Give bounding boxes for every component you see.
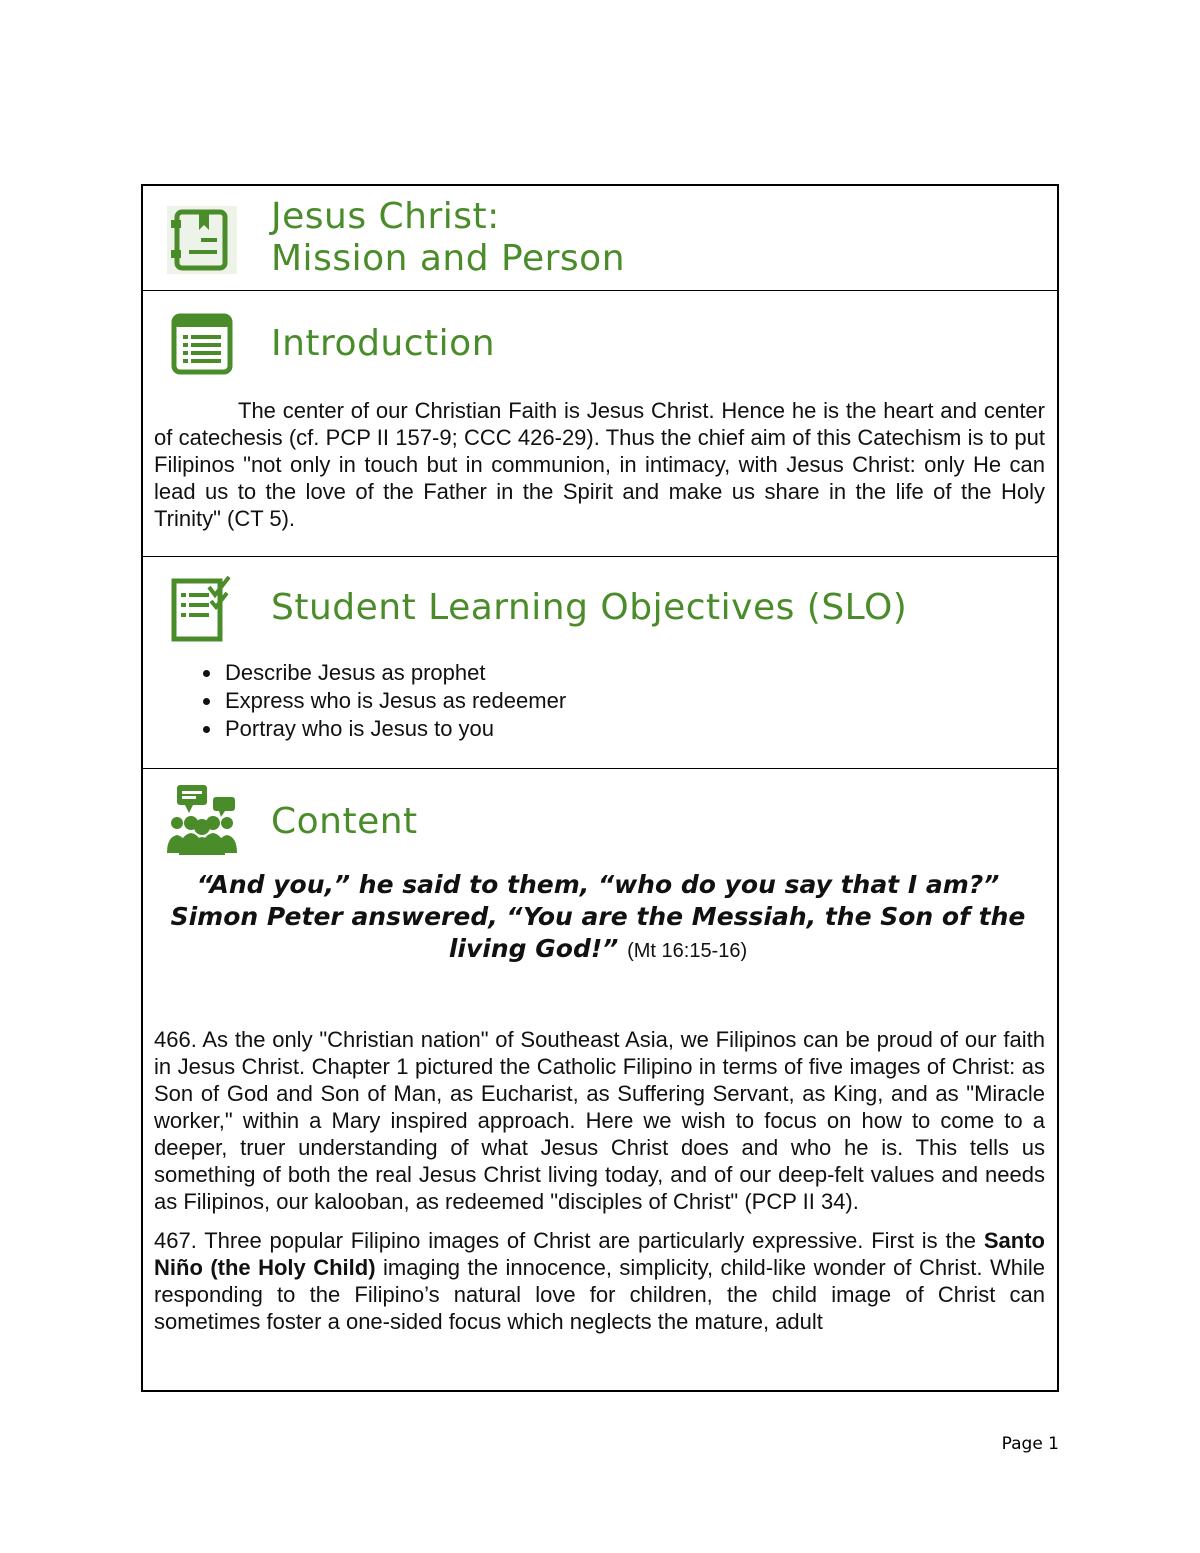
- quote-text: “And you,” he said to them, “who do you say that I am?” Simon Peter answered, “You are the Messiah, the Son of the living God!”: [170, 870, 1026, 963]
- checklist-icon: [171, 575, 233, 643]
- content-section: [143, 769, 1057, 1390]
- content-heading: Content: [271, 801, 418, 842]
- paragraph-466: 466. As the only "Christian nation" of Southeast Asia, we Filipinos can be proud of our faith in Jesus Christ. Chapter 1 pictured the Catholic Filipino in terms of five images of Christ: as Son of God and Son of Man, as Eucharist, as Suffering Servant, as King, and as "Miracle worker," within a Mary inspired approach. Here we wish to focus on how to come to a deeper, truer understanding of what Jesus Christ does and who he is. This tells us something of both the real Jesus Christ living today, and of our deep-felt values and needs as Filipinos, our kalooban, as redeemed "disciples of Christ" (PCP II 34).: [154, 1027, 1045, 1214]
- title-line-2: Mission and Person: [271, 238, 626, 279]
- paragraph-467-start: 467. Three popular Filipino images of Christ are particularly expressive. First is the: [154, 1228, 977, 1253]
- paragraph-467: [154, 1227, 1045, 1335]
- introduction-heading: Introduction: [271, 323, 496, 364]
- paragraph-467-bold: Santo Niño (the Holy Child): [154, 1228, 1045, 1280]
- page-number: Page 1: [1001, 1434, 1059, 1454]
- scripture-quote: [157, 869, 1039, 967]
- quote-reference: (Mt 16:15-16): [627, 940, 748, 962]
- slo-item: • Describe Jesus as prophet: [223, 659, 566, 687]
- title-line-1: Jesus Christ:: [271, 196, 500, 237]
- list-document-icon: [171, 313, 233, 375]
- discussion-group-icon: [165, 783, 239, 857]
- document-frame: [141, 184, 1059, 1392]
- slo-item: • Express who is Jesus as redeemer: [223, 687, 566, 715]
- paragraph-467-rest: imaging the innocence, simplicity, child-like wonder of Christ. While responding to the Filipino’s natural love for children, the child image of Christ can sometimes foster a one-sided focus which neglects the mature, adult: [154, 1255, 1045, 1334]
- content-body: [154, 1026, 1045, 1347]
- bible-icon: [167, 206, 237, 274]
- slo-item: • Portray who is Jesus to you: [223, 715, 566, 743]
- title-section: [143, 186, 1057, 291]
- introduction-section: [143, 291, 1057, 557]
- introduction-body: [154, 397, 1045, 532]
- slo-list: [173, 659, 566, 743]
- slo-heading: Student Learning Objectives (SLO): [271, 587, 908, 628]
- slo-section: [143, 557, 1057, 769]
- introduction-text: The center of our Christian Faith is Jesus Christ. Hence he is the heart and center of catechesis (cf. PCP II 157-9; CCC 426-29). Thus the chief aim of this Catechism is to put Filipinos "not only in touch but in communion, in intimacy, with Jesus Christ: only He can lead us to the love of the Father in the Spirit and make us share in the life of the Holy Trinity" (CT 5).: [154, 398, 1045, 531]
- page-title: [271, 196, 625, 280]
